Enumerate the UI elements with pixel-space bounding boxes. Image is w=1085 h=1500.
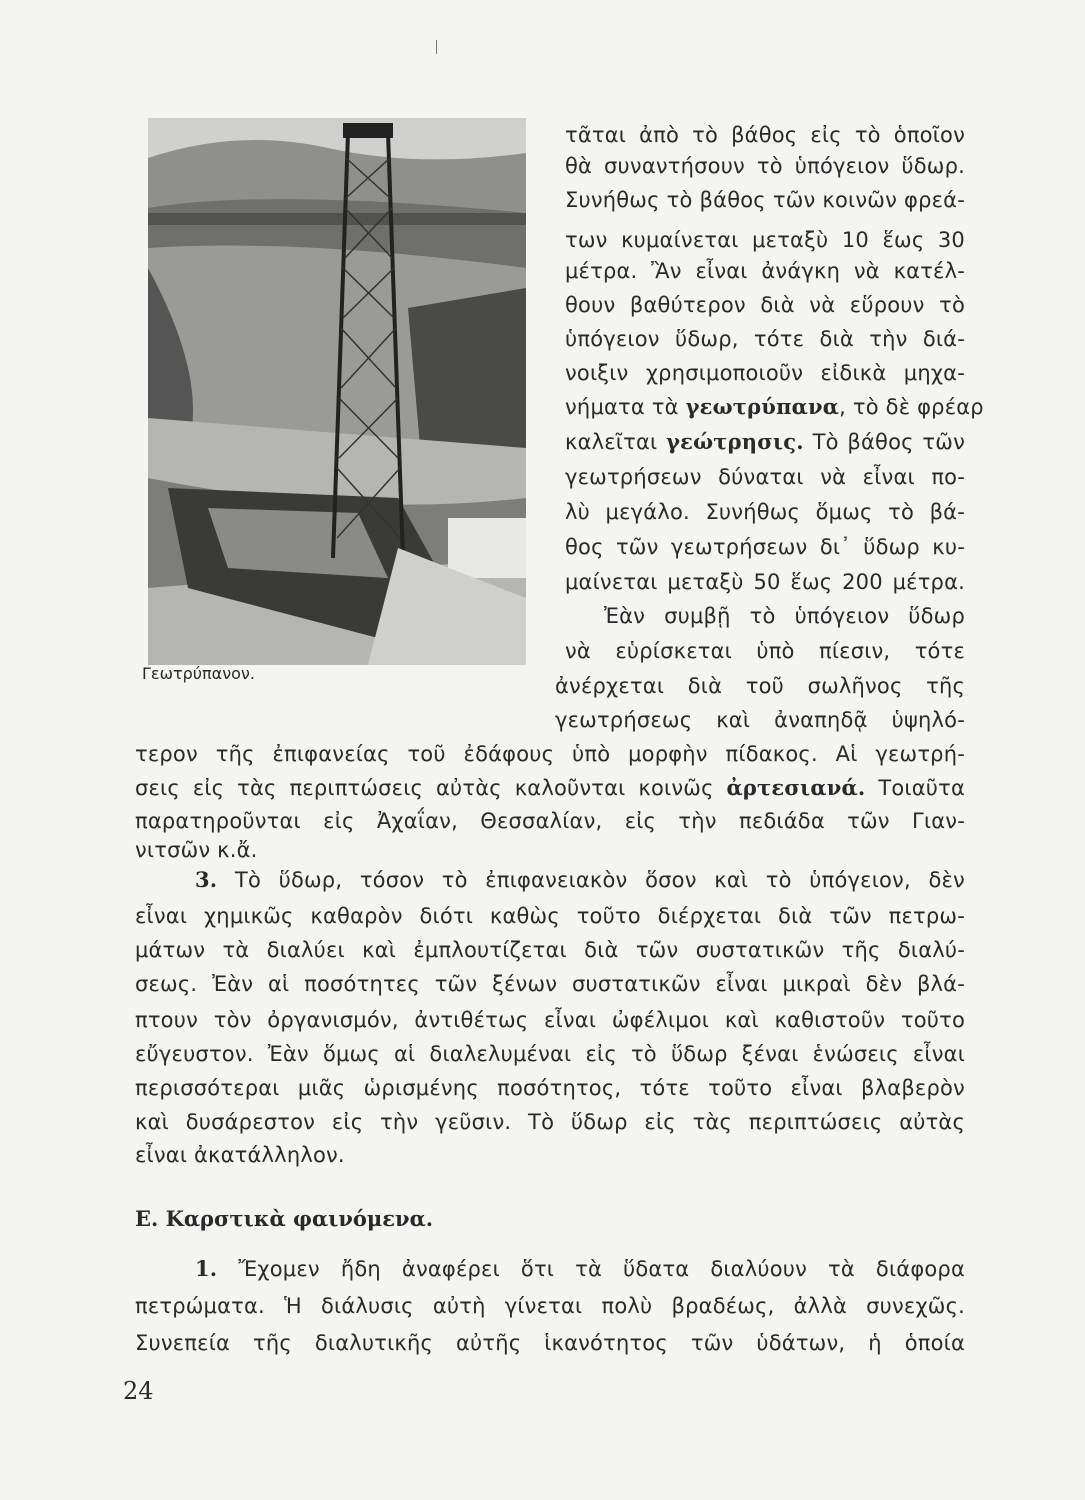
text: Τὸ ὕδωρ, τόσον τὸ ἐπιφανειακὸν ὅσον καὶ τὸ ὑπόγειον, δὲν bbox=[217, 868, 965, 892]
text-line: νοιξιν χρησιμοποιοῦν εἰδικὰ μηχα- bbox=[565, 361, 965, 385]
text: Τοιαῦτα bbox=[865, 776, 965, 800]
text-line: νὰ εὑρίσκεται ὑπὸ πίεσιν, τότε bbox=[565, 639, 965, 663]
text-line: μαίνεται μεταξὺ 50 ἕως 200 μέτρα. bbox=[565, 570, 965, 594]
scan-mark bbox=[436, 40, 437, 54]
text: νήματα τὰ bbox=[565, 395, 686, 419]
text-line: ἀνέρχεται διὰ τοῦ σωλῆνος τῆς bbox=[555, 674, 965, 698]
text-line: Συνεπεία τῆς διαλυτικῆς αὐτῆς ἱκανότητος τῶν ὑδάτων, ἡ ὁποία bbox=[135, 1331, 965, 1355]
paragraph-number: 3. bbox=[195, 867, 218, 892]
page-number: 24 bbox=[123, 1377, 154, 1405]
text-line: θὰ συναντήσουν τὸ ὑπόγειον ὕδωρ. bbox=[565, 154, 965, 178]
text-line: σεως. Ἐὰν αἱ ποσότητες τῶν ξένων συστατικῶν εἶναι μικραὶ δὲν βλά- bbox=[135, 972, 965, 996]
figure-caption: Γεωτρύπανον. bbox=[142, 664, 255, 683]
text-line: παρατηροῦνται εἰς Ἀχαΐαν, Θεσσαλίαν, εἰς τὴν πεδιάδα τῶν Γιαν- bbox=[135, 809, 965, 833]
term-drill: γεωτρύπανα bbox=[685, 394, 840, 419]
text-line bbox=[195, 866, 965, 894]
text-line: Συνήθως τὸ βάθος τῶν κοινῶν φρεά- bbox=[565, 188, 965, 212]
text-line: των κυμαίνεται μεταξὺ 10 ἕως 30 bbox=[565, 228, 965, 252]
text: , τὸ δὲ φρέαρ bbox=[839, 395, 984, 419]
text-line: εἶναι χημικῶς καθαρὸν διότι καθὼς τοῦτο διέρχεται διὰ τῶν πετρω- bbox=[135, 904, 965, 928]
text-line: θος τῶν γεωτρήσεων δι᾽ ὕδωρ κυ- bbox=[565, 535, 965, 559]
text-line: θουν βαθύτερον διὰ νὰ εὕρουν τὸ bbox=[565, 293, 965, 317]
text-line bbox=[565, 428, 965, 456]
text: Τὸ βάθος τῶν bbox=[803, 430, 965, 454]
text-line: πετρώματα. Ἡ διάλυσις αὐτὴ γίνεται πολὺ βραδέως, ἀλλὰ συνεχῶς. bbox=[135, 1294, 965, 1318]
text-line bbox=[135, 774, 965, 802]
text-line: Ἐὰν συμβῇ τὸ ὑπόγειον ὕδωρ bbox=[604, 604, 965, 628]
text: σεις εἰς τὰς περιπτώσεις αὐτὰς καλοῦνται κοινῶς bbox=[135, 776, 727, 800]
drilling-rig-photo bbox=[148, 118, 526, 665]
text-line: πτουν τὸν ὀργανισμόν, ἀντιθέτως εἶναι ὠφέλιμοι καὶ καθιστοῦν τοῦτο bbox=[135, 1008, 965, 1032]
paragraph-number: 1. bbox=[195, 1256, 218, 1281]
text-line bbox=[195, 1255, 965, 1283]
text-line: νιτσῶν κ.ἄ. bbox=[135, 838, 258, 862]
text-line: τᾶται ἀπὸ τὸ βάθος εἰς τὸ ὁποῖον bbox=[565, 123, 965, 147]
text-line bbox=[565, 393, 984, 421]
text-line: τερον τῆς ἐπιφανείας τοῦ ἐδάφους ὑπὸ μορφὴν πίδακος. Αἱ γεωτρή- bbox=[135, 742, 965, 766]
text-line: λὺ μεγάλο. Συνήθως ὅμως τὸ βά- bbox=[565, 500, 965, 524]
text-line: γεωτρήσεως καὶ ἀναπηδᾷ ὑψηλό- bbox=[555, 708, 965, 732]
text-line: μέτρα. Ἂν εἶναι ἀνάγκη νὰ κατέλ- bbox=[565, 259, 965, 283]
text-line: ὑπόγειον ὕδωρ, τότε διὰ τὴν διά- bbox=[565, 327, 965, 351]
text-line: εὔγευστον. Ἐὰν ὅμως αἱ διαλελυμέναι εἰς τὸ ὕδωρ ξέναι ἑνώσεις εἶναι bbox=[135, 1042, 965, 1066]
text: Ἔχομεν ἤδη ἀναφέρει ὅτι τὰ ὕδατα διαλύουν τὰ διάφορα bbox=[217, 1257, 965, 1281]
text-line: καὶ δυσάρεστον εἰς τὴν γεῦσιν. Τὸ ὕδωρ εἰς τὰς περιπτώσεις αὐτὰς bbox=[135, 1110, 965, 1134]
text-line: μάτων τὰ διαλύει καὶ ἐμπλουτίζεται διὰ τῶν συστατικῶν τῆς διαλύ- bbox=[135, 938, 965, 962]
text-line: γεωτρήσεων δύναται νὰ εἶναι πο- bbox=[565, 465, 965, 489]
term-boring: γεώτρησις. bbox=[666, 429, 804, 454]
text-line: περισσότεραι μιᾶς ὡρισμένης ποσότητος, τότε τοῦτο εἶναι βλαβερὸν bbox=[135, 1076, 965, 1100]
section-heading: Ε. Καρστικὰ φαινόμενα. bbox=[135, 1206, 434, 1231]
text: καλεῖται bbox=[565, 430, 667, 454]
text-line: εἶναι ἀκατάλληλον. bbox=[135, 1143, 345, 1167]
term-artesian: ἀρτεσιανά. bbox=[726, 775, 866, 800]
